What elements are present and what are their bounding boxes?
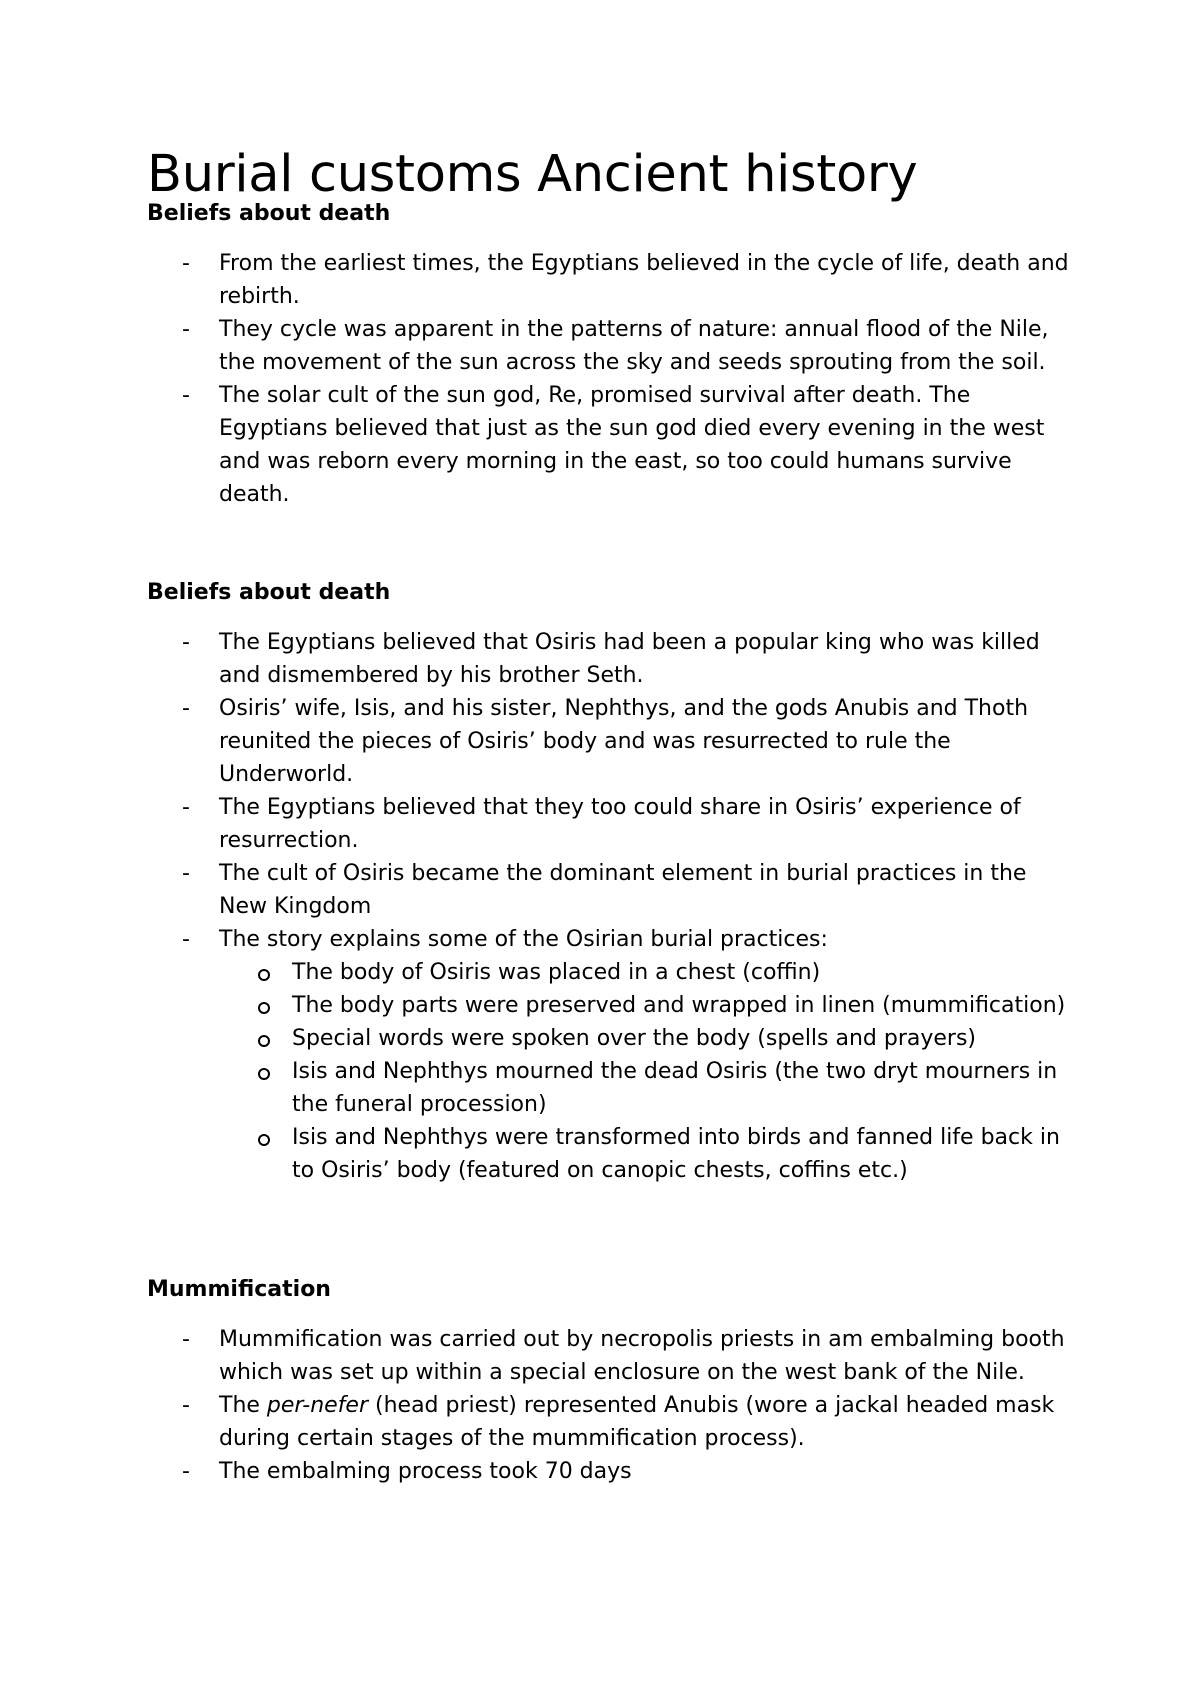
list-item (147, 379, 1077, 511)
list-item (147, 1389, 1077, 1455)
list-item-text: Mummification was carried out by necropolis priests in am embalming booth which was set up within a special enclosure on the west bank of the Nile. (219, 1327, 1065, 1385)
list-item-text-after: (head priest) represented Anubis (wore a jackal headed mask during certain stages of the mummification process). (219, 1393, 1055, 1451)
list-item (147, 247, 1077, 313)
dash-bullet: - (182, 696, 190, 721)
bullet-list (147, 247, 1077, 511)
section-mummification (147, 1275, 1077, 1488)
sub-list-item (147, 989, 1077, 1022)
list-item-text: The Egyptians believed that they too could share in Osiris’ experience of resurrection. (219, 795, 1021, 853)
dash-bullet: - (182, 630, 190, 655)
list-item-text: The cult of Osiris became the dominant element in burial practices in the New Kingdom (219, 861, 1027, 919)
sub-list-item (147, 956, 1077, 989)
list-item (147, 313, 1077, 379)
dash-bullet: - (182, 317, 190, 342)
sub-list-item (147, 1121, 1077, 1187)
list-item-text (219, 1389, 1077, 1455)
dash-bullet: - (182, 1459, 190, 1484)
list-item-text: The solar cult of the sun god, Re, promised survival after death. The Egyptians believed that just as the sun god died every evening in the west and was reborn every morning in the east, so too could humans survive death. (219, 383, 1045, 507)
list-item-text: Osiris’ wife, Isis, and his sister, Nephthys, and the gods Anubis and Thoth reunited the pieces of Osiris’ body and was resurrected to rule the Underworld. (219, 696, 1029, 787)
list-item (147, 791, 1077, 857)
list-item (147, 692, 1077, 791)
section-heading: Beliefs about death (147, 201, 391, 226)
sub-bullet-list (219, 956, 1077, 1187)
dash-bullet: - (182, 1327, 190, 1352)
sub-list-item-text: Isis and Nephthys mourned the dead Osiris (the two dryt mourners in the funeral procession) (292, 1059, 1058, 1117)
list-item (147, 923, 1077, 1187)
list-item-text-before: The (219, 1393, 267, 1418)
dash-bullet: - (182, 927, 190, 952)
list-item-text: The story explains some of the Osirian burial practices: (219, 927, 828, 952)
sub-list-item (147, 1022, 1077, 1055)
sub-list-item-text: The body parts were preserved and wrapped in linen (mummification) (292, 993, 1066, 1018)
section-beliefs-about-death-1 (147, 199, 1077, 511)
circle-bullet-icon (258, 1035, 270, 1047)
dash-bullet: - (182, 383, 190, 408)
section-beliefs-about-death-2 (147, 578, 1077, 1187)
bullet-list (147, 1323, 1077, 1488)
circle-bullet-icon (258, 1068, 270, 1080)
list-item (147, 857, 1077, 923)
sub-list-item-text: The body of Osiris was placed in a chest (coffin) (292, 960, 821, 985)
sub-list-item-text: Special words were spoken over the body (spells and prayers) (292, 1026, 977, 1051)
dash-bullet: - (182, 795, 190, 820)
page-title: Burial customs Ancient history (147, 145, 918, 204)
dash-bullet: - (182, 1393, 190, 1418)
dash-bullet: - (182, 251, 190, 276)
list-item-text: The Egyptians believed that Osiris had been a popular king who was killed and dismembered by his brother Seth. (219, 630, 1040, 688)
sub-list-item (147, 1055, 1077, 1121)
circle-bullet-icon (258, 969, 270, 981)
list-item (147, 1455, 1077, 1488)
section-heading: Beliefs about death (147, 580, 391, 605)
list-item (147, 1323, 1077, 1389)
sub-list-item-text: Isis and Nephthys were transformed into birds and fanned life back in to Osiris’ body (featured on canopic chests, coffins etc.) (292, 1125, 1060, 1183)
list-item (147, 626, 1077, 692)
section-heading: Mummification (147, 1277, 331, 1302)
bullet-list (147, 626, 1077, 1187)
dash-bullet: - (182, 861, 190, 886)
circle-bullet-icon (258, 1134, 270, 1146)
list-item-text: The embalming process took 70 days (219, 1459, 632, 1484)
list-item-text: From the earliest times, the Egyptians believed in the cycle of life, death and rebirth. (219, 251, 1069, 309)
list-item-text: They cycle was apparent in the patterns of nature: annual flood of the Nile, the movement of the sun across the sky and seeds sprouting from the soil. (219, 317, 1049, 375)
circle-bullet-icon (258, 1002, 270, 1014)
emphasis-term: per-nefer (266, 1393, 369, 1418)
